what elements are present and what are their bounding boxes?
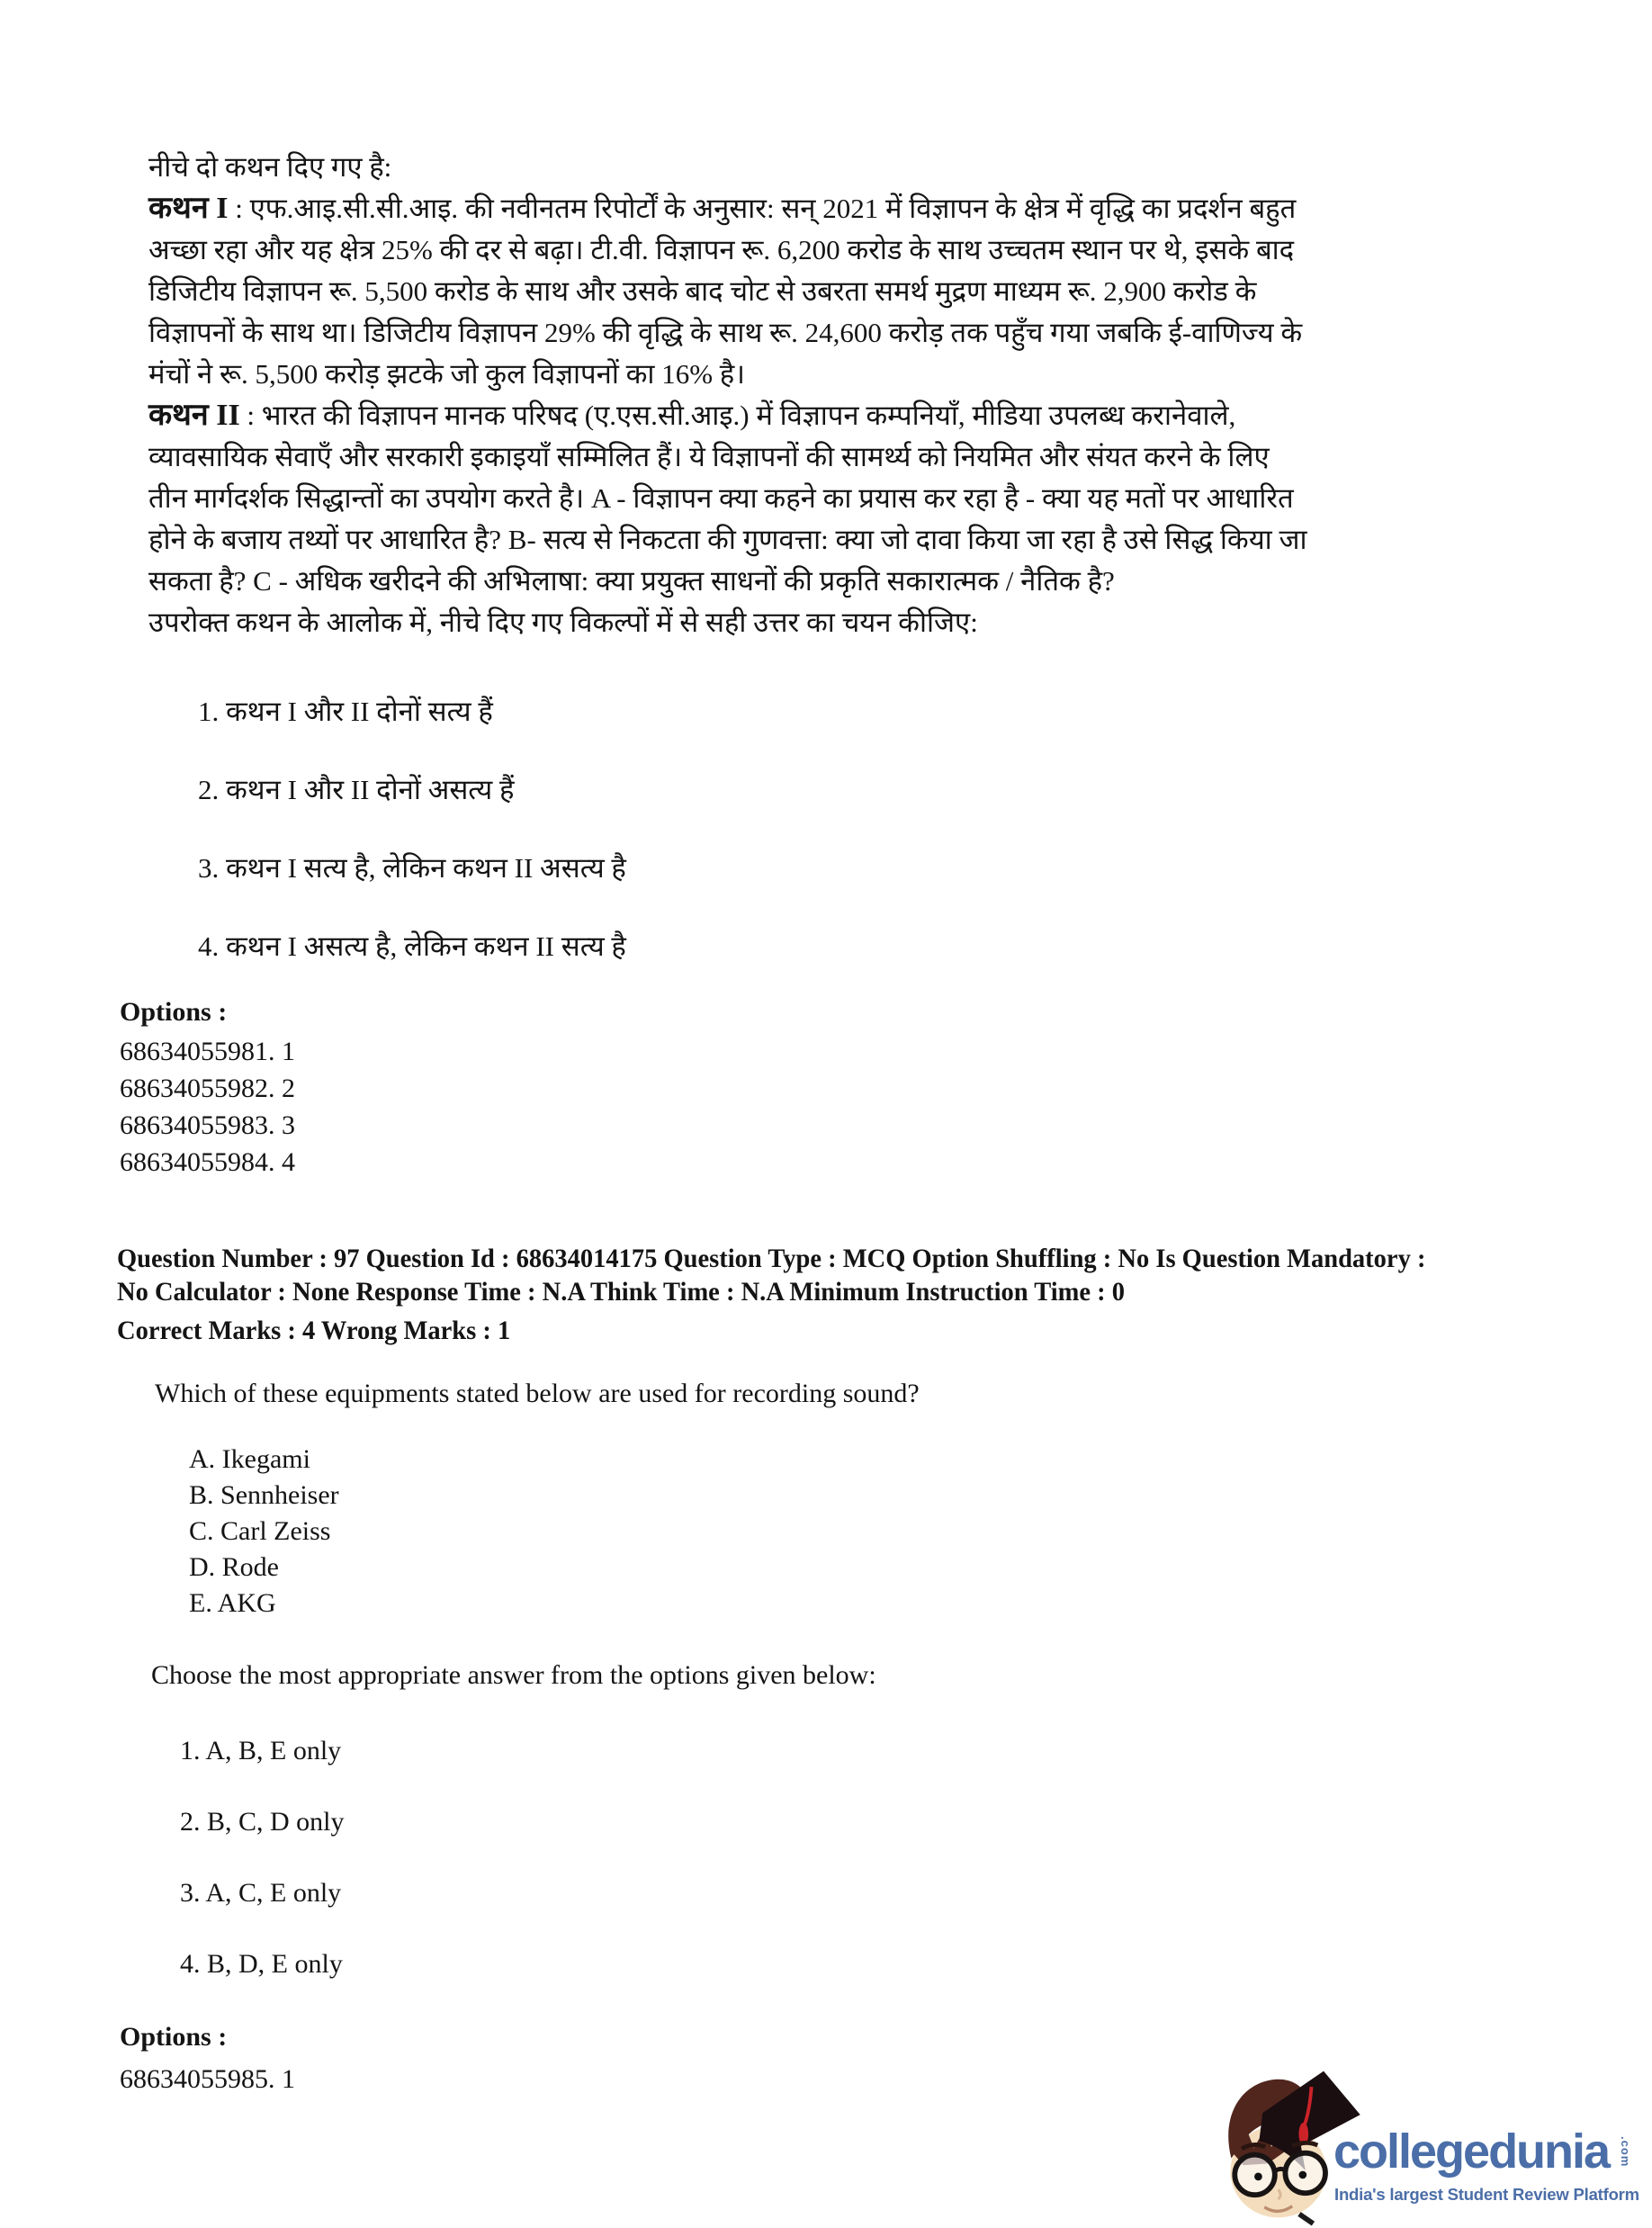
statement1-label: कथन I [148,192,229,225]
statement2-line: व्यावसायिक सेवाएँ और सरकारी इकाइयाँ सम्मिलित हैं। ये विज्ञापनों की सामर्थ्य को नियमित और संयत करने के लिए [148,441,1270,472]
statement1-line: विज्ञापनों के साथ था। डिजिटीय विज्ञापन 29% की वृद्धि के साथ रू. 24,600 करोड़ तक पहुँच गया जबकि ई-वाणिज्य के [148,317,1303,348]
statement1-line: डिजिटीय विज्ञापन रू. 5,500 करोड के साथ और उसके बाद चोट से उबरता समर्थ मुद्रण माध्यम रू. 2,900 करोड के [148,275,1257,307]
statement2-first-line [148,395,1306,436]
choice-option: 2. B, C, D only [180,1807,345,1837]
english-question-text: Which of these equipments stated below are used for recording sound? [155,1379,920,1408]
hindi-question-block [148,147,1306,643]
list-item: A. Ikegami [189,1444,310,1474]
collegedunia-wordmark: collegedunia [1333,2125,1610,2179]
question-intro: नीचे दो कथन दिए गए है: [148,151,392,183]
option-id-list [120,2061,295,2098]
statement2-label: कथन II [148,399,240,432]
question-prompt: उपरोक्त कथन के आलोक में, नीचे दिए गए विकल्पों में से सही उत्तर का चयन कीजिए: [148,606,978,638]
statement2-line: सकता है? C - अधिक खरीदने की अभिलाषा: क्या प्रयुक्त साधनों की प्रकृति सकारात्मक / नैतिक है? [148,565,1115,597]
meta-line-marks: Correct Marks : 4 Wrong Marks : 1 [117,1316,511,1345]
collegedunia-tagline: India's largest Student Review Platform [1334,2185,1639,2204]
meta-line: No Calculator : None Response Time : N.A Think Time : N.A Minimum Instruction Time : 0 [117,1277,1126,1307]
option-id: 68634055984. 4 [120,1147,295,1177]
options-label: Options : [120,2022,228,2052]
statement2-line: होने के बजाय तथ्यों पर आधारित है? B- सत्य से निकटता की गुणवत्ता: क्या जो दावा किया जा रहा है उसे सिद्ध किया जा [148,524,1307,555]
option-id: 68634055982. 2 [120,1074,295,1103]
option-id-list [120,1033,295,1181]
statement1-line: अच्छा रहा और यह क्षेत्र 25% की दर से बढ़ा। टी.वी. विज्ञापन रू. 6,200 करोड के साथ उच्चतम स्थान पर थे, इसके बाद [148,234,1295,265]
option-id: 68634055981. 1 [120,1037,295,1066]
statement2-first-line-text: : भारत की विज्ञापन मानक परिषद (ए.एस.सी.आइ.) में विज्ञापन कम्पनियाँ, मीडिया उपलब्ध करानेवाले, [247,400,1236,431]
choose-instruction: Choose the most appropriate answer from the options given below: [151,1660,876,1690]
choice-option: 4. कथन I असत्य है, लेकिन कथन II सत्य है [198,930,626,962]
choice-option: 4. B, D, E only [180,1949,343,1979]
statement1-line: मंचों ने रू. 5,500 करोड़ झटके जो कुल विज्ञापनों का 16% है। [148,358,745,390]
choice-option: 3. कथन I सत्य है, लेकिन कथन II असत्य है [198,852,626,884]
choice-option: 1. A, B, E only [180,1736,342,1765]
statement2-line: तीन मार्गदर्शक सिद्धान्तों का उपयोग करते है। A - विज्ञापन क्या कहने का प्रयास कर रहा है - क्या यह मतों पर आधारित [148,482,1294,514]
choice-option: 2. कथन I और II दोनों असत्य हैं [198,774,515,805]
collegedunia-domain-suffix: .com [1619,2136,1632,2168]
list-item: D. Rode [189,1552,279,1582]
list-item: E. AKG [189,1588,276,1618]
statement1-first-line [148,188,1306,229]
list-item: B. Sennheiser [189,1480,339,1510]
question-meta-header [117,1242,1621,1347]
choice-option: 3. A, C, E only [180,1878,342,1908]
choice-option: 1. कथन I और II दोनों सत्य हैं [198,696,493,727]
hindi-choice-list [198,691,626,1004]
meta-line: Question Number : 97 Question Id : 68634014175 Question Type : MCQ Option Shuffling : No Is Question Mandatory : [117,1244,1426,1273]
option-id: 68634055983. 3 [120,1110,295,1140]
list-item: C. Carl Zeiss [189,1516,331,1546]
english-choice-list [180,1733,345,2017]
option-id: 68634055985. 1 [120,2064,295,2094]
statement1-first-line-text: : एफ.आइ.सी.सी.आइ. की नवीनतम रिपोर्टों के अनुसार: सन् 2021 में विज्ञापन के क्षेत्र में वृद्धि का प्रदर्शन बहुत [235,193,1297,224]
english-item-list [189,1442,339,1622]
options-label: Options : [120,997,228,1027]
